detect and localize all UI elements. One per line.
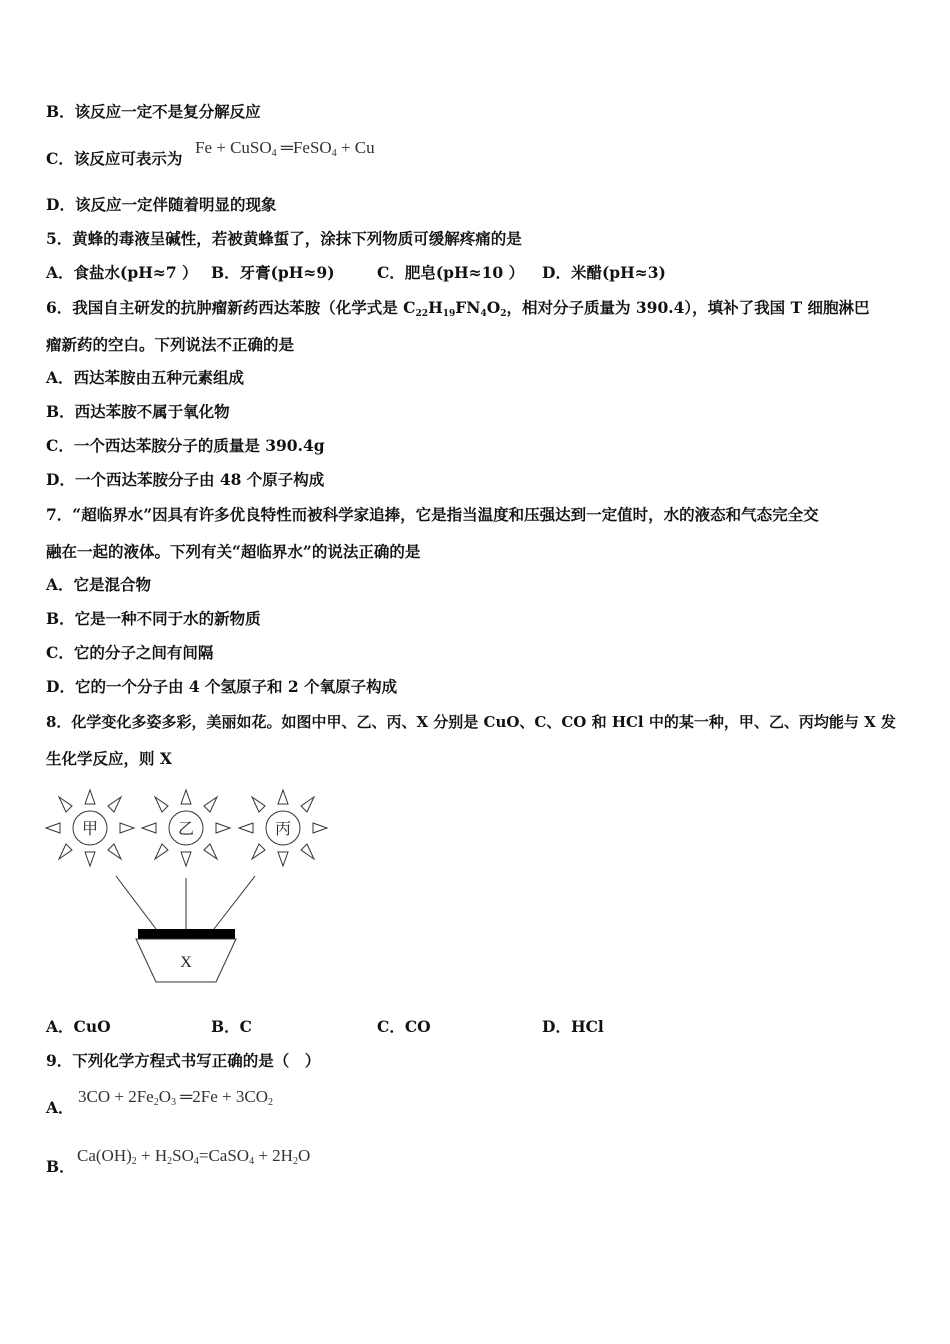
q4-option-d: D．该反应一定伴随着明显的现象 <box>46 195 277 214</box>
q8-option-d: D．HCl <box>542 1017 604 1036</box>
q4-equation: Fe + CuSO$_4$ ═FeSO$_4$ + Cu <box>195 138 375 159</box>
q8-stem-line2: 生化学反应，则 X <box>46 749 172 768</box>
q5-option-d: D．米醋(pH≈3) <box>542 263 666 282</box>
q6-option-a: A．西达苯胺由五种元素组成 <box>46 368 245 387</box>
q7-stem-line1: 7．“超临界水”因具有许多优良特性而被科学家追捧，它是指当温度和压强达到一定值时，水的液态和气态完全交 <box>46 505 819 524</box>
q7-option-c: C．它的分子之间有间隔 <box>46 643 214 662</box>
q6-option-d: D．一个西达苯胺分子由 48 个原子构成 <box>46 470 325 489</box>
q8-option-c: C．CO <box>377 1017 431 1036</box>
flower-yi <box>142 790 230 866</box>
q4-option-b: B．该反应一定不是复分解反应 <box>46 102 261 121</box>
flower-label-bing: 丙 <box>274 819 292 838</box>
q9-stem: 9．下列化学方程式书写正确的是（ ） <box>46 1051 321 1070</box>
q7-option-a: A．它是混合物 <box>46 575 152 594</box>
q7-option-b: B．它是一种不同于水的新物质 <box>46 609 261 628</box>
q7-stem-line2: 融在一起的液体。下列有关“超临界水”的说法正确的是 <box>46 542 421 561</box>
q5-option-a: A．食盐水(pH≈7 ） <box>46 263 198 282</box>
q5-option-c: C．肥皂(pH≈10 ） <box>377 263 525 282</box>
q6-option-c: C．一个西达苯胺分子的质量是 390.4g <box>46 436 325 455</box>
q9-option-a: A． <box>46 1098 74 1117</box>
q9-equation-a: $3CO + 2Fe_2O_3$ ═2Fe + $3CO_2$ <box>78 1087 273 1108</box>
pot-label: X <box>180 954 192 971</box>
q7-option-d: D．它的一个分子由 4 个氢原子和 2 个氧原子构成 <box>46 677 398 696</box>
q6-stem-line2: 瘤新药的空白。下列说法不正确的是 <box>46 335 295 354</box>
q4-option-c: C．该反应可表示为 <box>46 149 183 168</box>
q8-option-a: A．CuO <box>46 1017 111 1036</box>
flower-bing <box>239 790 327 866</box>
q9-equation-b: $Ca(OH)_2$ + $H_2SO_4=CaSO_4 + 2H_2O$ <box>77 1146 311 1167</box>
flower-label-jia: 甲 <box>81 819 99 838</box>
flower-stems <box>116 876 255 929</box>
flower-jia <box>46 790 134 866</box>
flower-pot <box>136 929 236 982</box>
q8-option-b: B．C <box>211 1017 252 1036</box>
q5-option-b: B．牙膏(pH≈9) <box>211 263 335 282</box>
q5-stem: 5．黄蜂的毒液呈碱性，若被黄蜂蜇了，涂抹下列物质可缓解疼痛的是 <box>46 229 522 248</box>
q6-option-b: B．西达苯胺不属于氧化物 <box>46 402 230 421</box>
q8-stem-line1: 8．化学变化多姿多彩，美丽如花。如图中甲、乙、丙、X 分别是 CuO、C、CO 和 HCl 中的某一种，甲、乙、丙均能与 X 发 <box>46 713 896 731</box>
flower-label-yi: 乙 <box>177 819 195 838</box>
q8-flower-diagram <box>40 780 340 990</box>
q9-option-b: B． <box>46 1157 75 1176</box>
q6-stem-line1: 6．我国自主研发的抗肿瘤新药西达苯胺（化学式是 $C_{22}H_{19}FN_4O_2$，相对分子质量为 390.4），填补了我国 T 细胞淋巴 <box>46 298 870 319</box>
